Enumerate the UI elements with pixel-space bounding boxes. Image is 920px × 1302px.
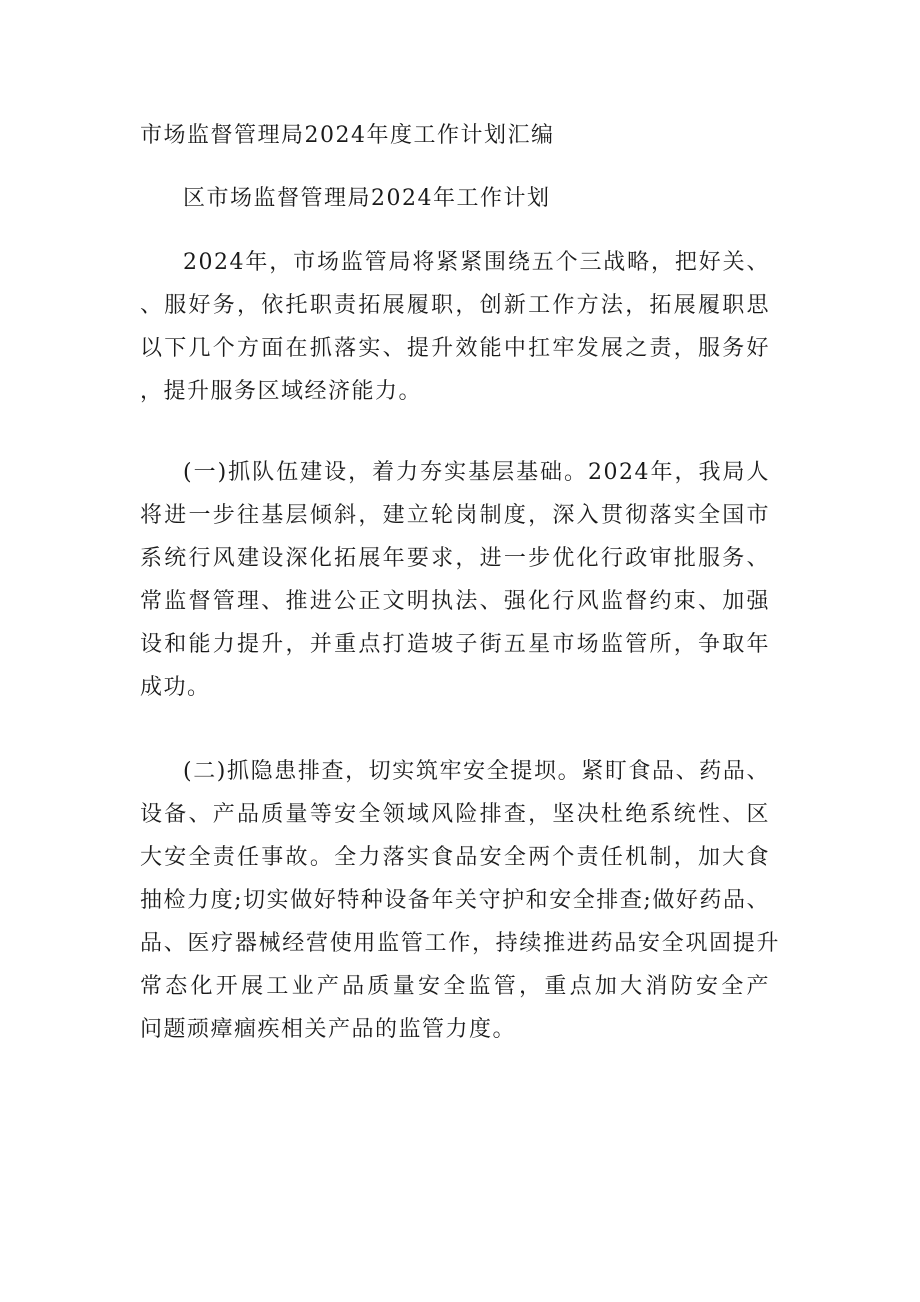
paragraph-line: 设和能力提升，并重点打造坡子街五星市场监管所，争取年 xyxy=(140,632,770,657)
paragraph-line: 抽检力度;切实做好特种设备年关守护和安全排查;做好药品、 xyxy=(140,888,770,913)
paragraph-line: (一)抓队伍建设，着力夯实基层基础。2024年，我局人 xyxy=(183,460,770,485)
paragraph-line: 以下几个方面在抓落实、提升效能中扛牢发展之责，服务好 xyxy=(140,336,770,361)
paragraph-line: 常监督管理、推进公正文明执法、强化行风监督约束、加强 xyxy=(140,589,770,614)
paragraph-line: 、服好务，依托职责拓展履职，创新工作方法，拓展履职思 xyxy=(140,293,770,318)
paragraph-line: (二)抓隐患排查，切实筑牢安全提坝。紧盯食品、药品、 xyxy=(183,759,770,784)
paragraph-line: 成功。 xyxy=(140,675,211,700)
paragraph-line: 将进一步往基层倾斜，建立轮岗制度，深入贯彻落实全国市 xyxy=(140,503,770,528)
paragraph-line: 系统行风建设深化拓展年要求，进一步优化行政审批服务、 xyxy=(140,546,770,571)
paragraph-line: 2024年，市场监管局将紧紧围绕五个三战略，把好关、 xyxy=(183,250,770,275)
paragraph-line: 品、医疗器械经营使用监管工作，持续推进药品安全巩固提升 xyxy=(140,931,780,956)
document-title: 市场监督管理局2024年度工作计划汇编 xyxy=(140,123,555,148)
paragraph-line: 常态化开展工业产品质量安全监管，重点加大消防安全产 xyxy=(140,974,770,999)
paragraph-line: ，提升服务区域经济能力。 xyxy=(140,379,423,404)
paragraph-line: 设备、产品质量等安全领域风险排查，坚决杜绝系统性、区 xyxy=(140,802,770,827)
paragraph-line: 大安全责任事故。全力落实食品安全两个责任机制，加大食 xyxy=(140,845,770,870)
paragraph-line: 问题顽瘴痼疾相关产品的监管力度。 xyxy=(140,1017,517,1042)
document-subtitle: 区市场监督管理局2024年工作计划 xyxy=(183,186,551,211)
